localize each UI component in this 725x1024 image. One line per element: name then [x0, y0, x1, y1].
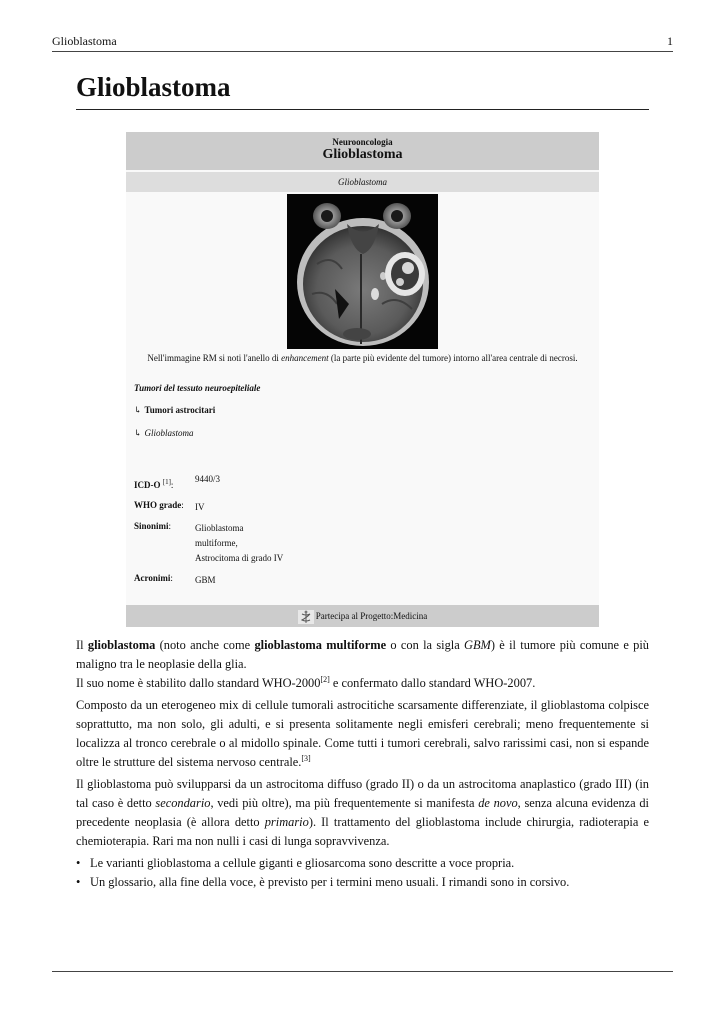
text: ) è il tumore più comune e più maligno tra le neoplasie della glia.: [76, 638, 649, 671]
infobox-image-title: Glioblastoma: [126, 172, 599, 192]
bold-term: glioblastoma multiforme: [254, 638, 387, 652]
classification-level-2-label: Tumori astrocitari: [144, 405, 216, 415]
article-body: [76, 636, 649, 892]
page-number: 1: [667, 34, 673, 48]
bold-term: glioblastoma: [87, 638, 156, 652]
sinonimi-label-text: Sinonimi: [134, 521, 169, 531]
field-sinonimi-label: Sinonimi:: [134, 521, 172, 531]
field-icd-o-label: ICD-O [1]:: [134, 478, 174, 490]
page-title: Glioblastoma: [76, 72, 649, 110]
italic-term: de novo: [478, 796, 518, 810]
list-item: [76, 873, 649, 892]
classification-level-3-label: Glioblastoma: [144, 428, 194, 438]
infobox: [126, 132, 599, 627]
sinonimi-line: multiforme,: [195, 538, 238, 548]
running-header-title: Glioblastoma: [52, 34, 117, 48]
infobox-header: [126, 132, 599, 170]
classification-level-2[interactable]: [134, 405, 215, 416]
classification-level-3[interactable]: [134, 428, 194, 439]
infobox-caption: [126, 353, 599, 363]
text: Il suo nome è stabilito dallo standard WHO-2000: [76, 676, 321, 690]
icd-o-label-text: ICD-O: [134, 480, 161, 490]
who-label-text: WHO grade: [134, 500, 182, 510]
field-sinonimi-value: [195, 521, 283, 566]
italic-link[interactable]: primario: [264, 815, 309, 829]
text: , vedi più oltre), ma più frequentemente si manifesta: [210, 796, 479, 810]
infobox-overtitle: Neurooncologia: [332, 137, 393, 147]
hook-arrow-icon: ↳: [134, 405, 142, 415]
footer-rule: [52, 971, 673, 972]
acronimi-label-text: Acronimi: [134, 573, 171, 583]
text: (noto anche come: [155, 638, 255, 652]
text: e confermato dallo standard WHO-2007.: [329, 676, 536, 690]
bullet-icon: •: [76, 875, 81, 889]
infobox-footer-link[interactable]: [126, 605, 599, 627]
reference-link[interactable]: [3]: [301, 753, 311, 763]
infobox-name: Glioblastoma: [322, 147, 403, 162]
text: Il: [76, 638, 88, 652]
sinonimi-line: Glioblastoma: [195, 523, 244, 533]
text: Il glioblastoma può svilupparsi da un astrocitoma diffuso (grado II) o da un astrocitoma anaplastico (grado III) (in tal caso è detto: [76, 777, 649, 810]
text: Composto da un eterogeneo mix di cellule tumorali astrocitiche scarsamente differenziate, il glioblastoma colpisce soprattutto, ma non solo, gli adulti, e si presenta solitamente negli emisferi cerebrali; meno frequentemente si localizza al tronco cerebrale o al midollo spinale. Come tutti i tumori cerebrali, salvo rarissimi casi, non si espande oltre le strutture del sistema nervoso centrale.: [76, 698, 649, 769]
bullet-icon: •: [76, 856, 81, 870]
field-who-grade-value: IV: [195, 502, 205, 512]
caption-text-before: Nell'immagine RM si noti l'anello di: [147, 353, 282, 363]
mri-brain-image[interactable]: [287, 194, 438, 349]
paragraph-intro: [76, 636, 649, 693]
text: , senza alcuna evidenza di precedente neoplasia (è allora detto: [76, 796, 649, 829]
list-item: [76, 854, 649, 873]
caption-term: enhancement: [281, 353, 329, 363]
field-who-grade-label: WHO grade:: [134, 500, 184, 510]
field-icd-o-value: 9440/3: [195, 474, 221, 484]
text: ). Il trattamento del glioblastoma include chirurgia, radioterapia e chemioterapia. Rari ma non nulli i casi di lunga sopravvivenza.: [76, 815, 649, 848]
italic-link[interactable]: secondario: [155, 796, 211, 810]
notes-list: [76, 854, 649, 892]
paragraph-origin: [76, 775, 649, 851]
infobox-footer-text: Partecipa al Progetto:Medicina: [315, 611, 428, 621]
field-acronimi-label: Acronimi:: [134, 573, 173, 583]
caption-text-after: (la parte più evidente del tumore) intorno all'area centrale di necrosi.: [328, 353, 578, 363]
text: o con la sigla: [386, 638, 465, 652]
medicine-project-icon: [298, 610, 314, 624]
running-header: [52, 34, 673, 52]
reference-link[interactable]: [2]: [320, 674, 330, 684]
reference-link[interactable]: [1]: [162, 478, 171, 486]
hook-arrow-icon: ↳: [134, 428, 142, 438]
sinonimi-line: Astrocitoma di grado IV: [195, 553, 284, 563]
classification-level-1[interactable]: Tumori del tessuto neuroepiteliale: [134, 383, 261, 393]
italic-term: GBM: [464, 638, 491, 652]
list-item-text: Un glossario, alla fine della voce, è previsto per i termini meno usuali. I rimandi sono in corsivo.: [90, 875, 570, 889]
list-item-text: Le varianti glioblastoma a cellule giganti e gliosarcoma sono descritte a voce propria.: [90, 856, 515, 870]
field-acronimi-value: GBM: [195, 575, 216, 585]
paragraph-composition: [76, 696, 649, 772]
